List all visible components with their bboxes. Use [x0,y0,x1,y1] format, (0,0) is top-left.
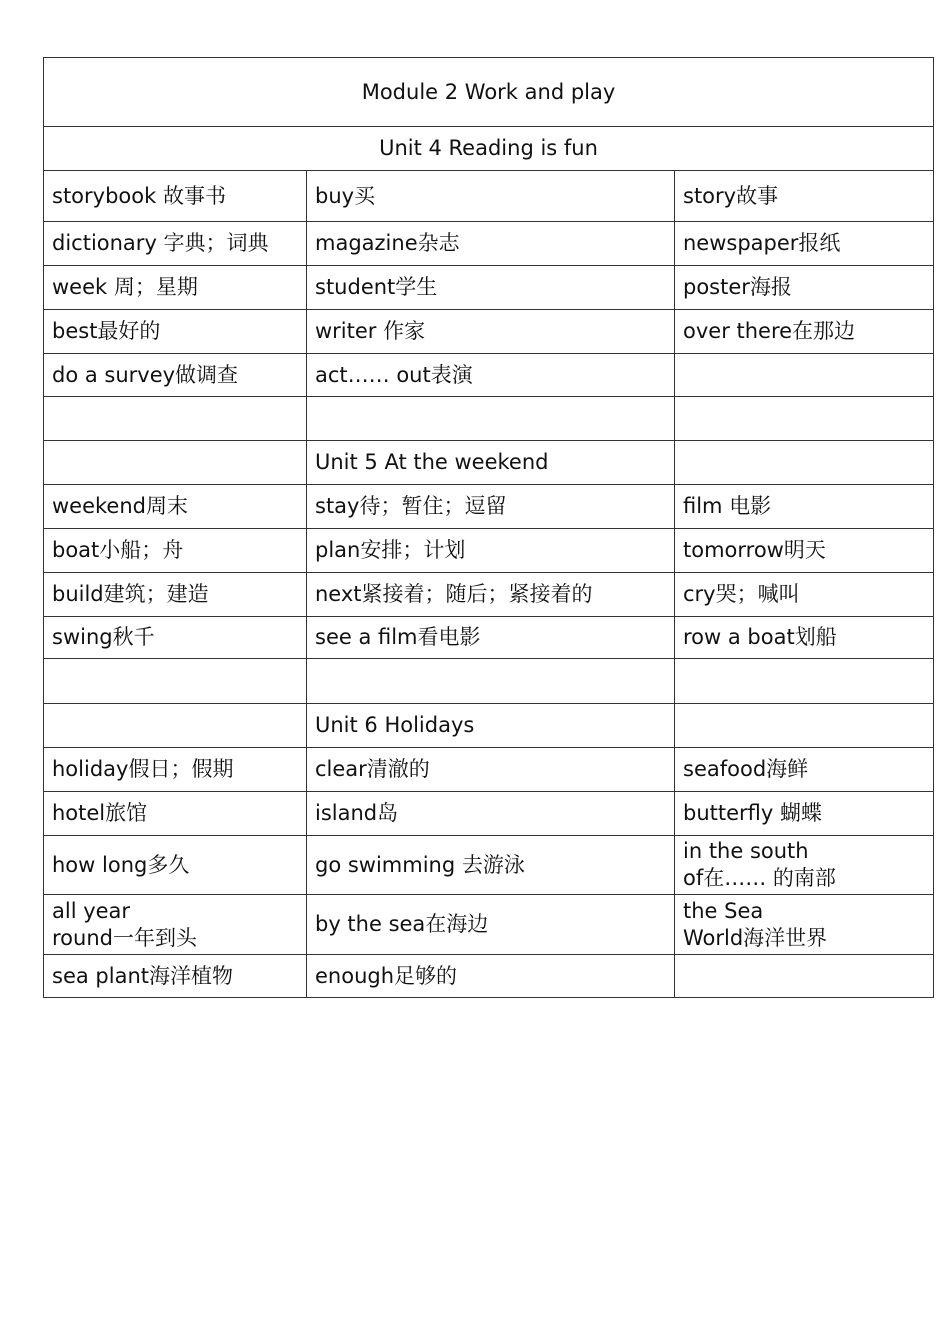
vocab-cell: hotel旅馆 [44,792,307,836]
vocab-cell: enough足够的 [307,955,675,998]
vocab-cell: tomorrow明天 [675,529,934,573]
vocab-cell: story故事 [675,171,934,222]
vocab-cell: boat小船；舟 [44,529,307,573]
empty-cell [675,441,934,485]
vocab-cell: newspaper报纸 [675,222,934,266]
vocab-cell: build建筑；建造 [44,573,307,617]
empty-cell [44,659,307,704]
vocab-cell [675,354,934,397]
vocab-cell: do a survey做调查 [44,354,307,397]
vocab-cell [44,895,307,955]
table-row [44,836,934,895]
table-row [44,955,934,998]
module-title-row [44,58,934,127]
table-row [44,895,934,955]
empty-cell [675,704,934,748]
module-title: Module 2 Work and play [44,58,934,127]
vocab-cell: over there在那边 [675,310,934,354]
vocab-cell: film 电影 [675,485,934,529]
vocab-cell: stay待；暂住；逗留 [307,485,675,529]
vocab-cell: swing秋千 [44,617,307,659]
vocab-cell-text: in the south of在…… 的南部 [683,839,836,890]
unit4-title-row [44,127,934,171]
table-row [44,310,934,354]
table-row [44,617,934,659]
vocab-cell: storybook 故事书 [44,171,307,222]
table-row [44,354,934,397]
empty-cell [675,397,934,441]
vocab-cell: next紧接着；随后；紧接着的 [307,573,675,617]
vocab-cell: clear清澈的 [307,748,675,792]
vocab-cell: row a boat划船 [675,617,934,659]
vocab-cell: buy买 [307,171,675,222]
vocab-cell: week 周；星期 [44,266,307,310]
unit5-title-row [44,441,934,485]
table-row [44,485,934,529]
empty-cell [44,397,307,441]
empty-cell [675,659,934,704]
vocab-cell: holiday假日；假期 [44,748,307,792]
empty-cell [307,659,675,704]
table-row [44,748,934,792]
vocab-cell: magazine杂志 [307,222,675,266]
table-row [44,529,934,573]
empty-row [44,659,934,704]
vocab-cell: student学生 [307,266,675,310]
unit6-title-row [44,704,934,748]
unit5-title: Unit 5 At the weekend [307,441,675,485]
vocab-cell: seafood海鲜 [675,748,934,792]
empty-cell [44,441,307,485]
vocab-cell: go swimming 去游泳 [307,836,675,895]
empty-cell [44,704,307,748]
vocab-cell: writer 作家 [307,310,675,354]
vocab-cell: plan安排；计划 [307,529,675,573]
vocab-cell: cry哭；喊叫 [675,573,934,617]
vocab-cell: island岛 [307,792,675,836]
vocab-cell: weekend周末 [44,485,307,529]
empty-cell [307,397,675,441]
vocab-cell-text: all year round一年到头 [52,898,197,950]
vocab-cell-text: the Sea World海洋世界 [683,898,828,950]
table-row [44,573,934,617]
table-row [44,792,934,836]
vocab-cell: dictionary 字典；词典 [44,222,307,266]
unit6-title: Unit 6 Holidays [307,704,675,748]
vocab-cell: best最好的 [44,310,307,354]
table-row [44,171,934,222]
table-row [44,266,934,310]
table-row [44,222,934,266]
vocab-cell: butterfly 蝴蝶 [675,792,934,836]
vocab-cell: by the sea在海边 [307,895,675,955]
vocabulary-table [43,57,934,998]
vocab-cell [675,895,934,955]
vocab-cell: see a film看电影 [307,617,675,659]
vocab-cell: how long多久 [44,836,307,895]
empty-row [44,397,934,441]
unit4-title: Unit 4 Reading is fun [44,127,934,171]
vocab-cell: sea plant海洋植物 [44,955,307,998]
vocab-cell [675,836,934,895]
vocab-cell: act…… out表演 [307,354,675,397]
vocab-cell [675,955,934,998]
vocab-cell: poster海报 [675,266,934,310]
